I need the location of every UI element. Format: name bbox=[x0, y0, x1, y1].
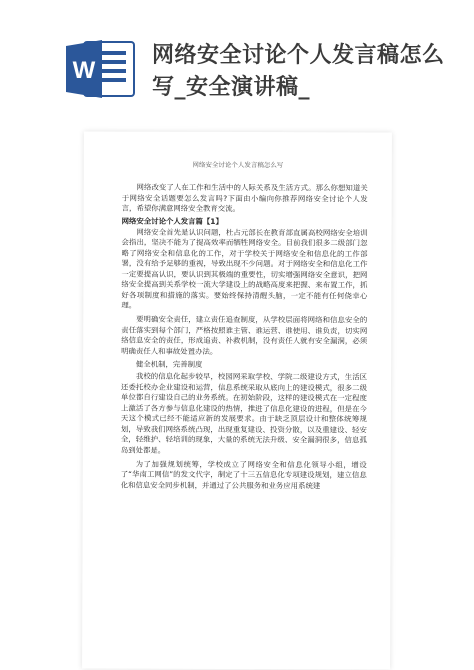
word-document-icon bbox=[64, 38, 136, 100]
document-page bbox=[82, 131, 392, 669]
body-paragraph: 我校的信息化起步较早，校园网采取学校、学院二级建设方式，生活区还委托校办企业建设和运营，信息系统采取从底向上的建设模式，很多二级单位都自行建设自己的业务系统。在初始阶段，这样的建设模式在一定程度上激活了各方参与信息化建设的热情，推进了信息化建设的进程，但是在今天这个模式已经不能适应新的发展要求。由于缺乏顶层设计和整体统筹规划，导致我们网络系统凸现，出现重复建设、投资分散，以及重建设、轻安全，轻维护、轻培训的现象，大量的系统无法升级、安全漏洞很多，信息孤岛到处都是。 bbox=[120, 371, 368, 455]
document-heading: 网络安全讨论个人发言稿怎么写 bbox=[192, 160, 284, 170]
body-paragraph: 要明确安全责任，建立责任追查制度，从学校层面将网络和信息安全的责任落实到每个部门，严格按照谁主管、谁运营、谁使用、谁负责，切实网络信息安全的责任，形成追责、补救机制，没有责任人就有安全漏洞，必须明确责任人和事故处置办法。 bbox=[121, 314, 368, 356]
page-title: 网络安全讨论个人发言稿怎么写_安全演讲稿_ bbox=[152, 43, 445, 100]
page-header bbox=[0, 0, 474, 132]
intro-paragraph: 网络改变了人在工作和生活中的人际关系及生活方式。那么你想知道关于网络安全话题要怎么发言吗?下面由小编向你推荐网络安全讨论个人发言，希望你满意网络安全教育交流。 bbox=[121, 182, 368, 214]
body-paragraph: 网络安全首先是认识问题，杜占元部长在教育部直属高校网络安全培训会指出，坚决不能为了提高效率而牺牲网络安全。目前我们很多二级部门忽略了网络安全和信息化的工作，对于学校关于网络安全和信息化的工作部署，没有给予足够的重视，导致出现不少问题。对于网络安全和信息化工作一定要提高认识，要认识到其极端的重要性，切实增强网络安全意识，把网络安全提高到关系学校一流大学建设上的战略高度来把握、来布置工作，抓好各项制度和措施的落实。要始终保持清醒头脑，一定不能有任何侥幸心理。 bbox=[121, 227, 368, 311]
document-body bbox=[121, 183, 368, 492]
section-title: 网络安全讨论个人发言篇【1】 bbox=[121, 216, 223, 226]
svg-text:W: W bbox=[72, 57, 96, 84]
body-paragraph: 为了加强规划统筹，学校成立了网络安全和信息化领导小组，增设了“华南工网信”的发文代字，制定了十三五信息化专项建设规划，建立信息化和信息安全同步机制，并通过了公共服务和业务应用系统建 bbox=[120, 459, 367, 490]
sub-heading: 健全机制，完善制度 bbox=[135, 359, 203, 370]
